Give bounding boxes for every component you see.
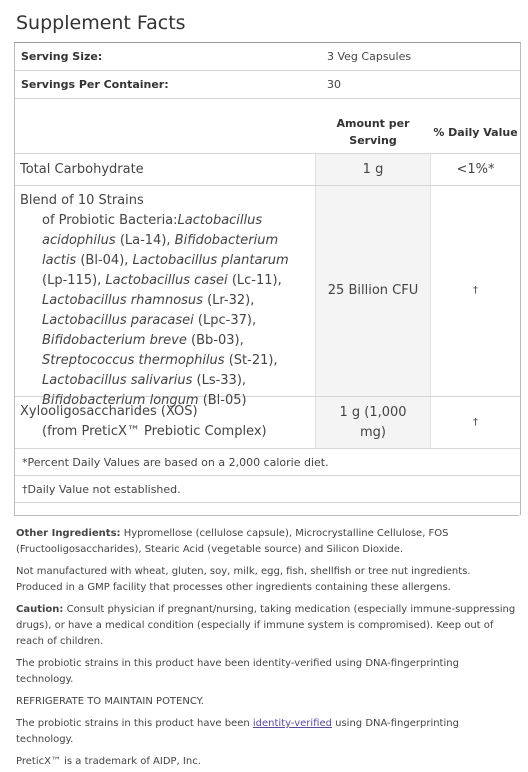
other-ingredients-label: Other Ingredients:	[16, 528, 121, 539]
page-title: Supplement Facts	[16, 12, 186, 34]
caution-statement	[16, 602, 516, 650]
strain-name: Lactobacillus acidophilus	[42, 213, 263, 248]
strain-name: Lactobacillus casei	[105, 273, 228, 288]
strain-code: (Lr-32),	[207, 293, 255, 308]
header-amount	[315, 111, 431, 153]
strain-name: Bifidobacterium longum	[42, 393, 199, 408]
strain-code: (Ls-33),	[196, 373, 247, 388]
refrigerate-statement: REFRIGERATE TO MAINTAIN POTENCY.	[16, 696, 204, 707]
strain-code: (Bl-05)	[202, 393, 247, 408]
strain-name: Lactobacillus rhamnosus	[42, 293, 203, 308]
footnote-percent-dv: *Percent Daily Values are based on a 2,000 calorie diet.	[15, 449, 520, 476]
allergen-statement: Not manufactured with wheat, gluten, soy, milk, egg, fish, shellfish or tree nut ingredients. Produced in a GMP facility that processes other ingredients containing these allergens.	[16, 566, 471, 593]
header-amount-line1: Amount per	[336, 117, 410, 130]
strain-name: Lactobacillus plantarum	[132, 253, 289, 268]
strain-code: (Bb-03),	[191, 333, 244, 348]
strain-name: Lactobacillus paracasei	[42, 313, 194, 328]
row-amount	[315, 397, 431, 448]
table-header	[15, 111, 520, 154]
table-row	[15, 154, 520, 186]
row-amount: 1 g	[315, 154, 431, 185]
blend-prefix: of Probiotic Bacteria:	[42, 213, 178, 228]
xos-sub: (from PreticX™ Prebiotic Complex)	[42, 424, 267, 439]
row-daily: †	[473, 416, 478, 428]
strain-code: (Lpc-37),	[197, 313, 257, 328]
caution-label: Caution:	[16, 604, 64, 615]
blend-strains	[20, 211, 315, 411]
strain-code: (Lc-11),	[231, 273, 282, 288]
supplement-facts-table	[14, 42, 521, 503]
identity-verified-link[interactable]: identity-verified	[252, 718, 332, 729]
strain-code: (Lp-115),	[42, 273, 102, 288]
other-ingredients-text: Hypromellose (cellulose capsule), Microcrystalline Cellulose, FOS (Fructooligosaccharides), Stearic Acid (vegetable source) and Silicon Dioxide.	[16, 528, 449, 555]
xos-name: Xylooligosaccharides (XOS)	[20, 404, 198, 419]
servings-per-container-row	[15, 71, 520, 99]
xos-amount-line1: 1 g (1,000	[339, 404, 407, 420]
strain-code: (La-14),	[119, 233, 171, 248]
row-name: Total Carbohydrate	[20, 161, 144, 177]
header-blank	[15, 111, 315, 153]
caution-text: Consult physician if pregnant/nursing, taking medication (especially immune-suppressing drugs), or have a medical condition (especially if immune system is compromised). Keep out of reach of children.	[16, 604, 516, 647]
strain-name: Streptococcus thermophilus	[42, 353, 225, 368]
serving-size-value: 3 Veg Capsules	[327, 50, 412, 63]
row-daily: <1%*	[456, 161, 495, 177]
table-spacer	[15, 99, 520, 111]
verified-pre: The probiotic strains in this product have been	[16, 718, 253, 729]
header-amount-line2: Serving	[349, 134, 397, 147]
strain-code: (St-21),	[228, 353, 278, 368]
blend-name: Blend of 10 Strains	[20, 193, 144, 208]
serving-size-label: Serving Size:	[21, 50, 103, 63]
table-row	[15, 186, 520, 408]
row-daily: †	[473, 285, 478, 296]
strain-name: Bifidobacterium breve	[42, 333, 187, 348]
table-bottom-spacer	[14, 503, 521, 515]
verified-statement: The probiotic strains in this product have been identity-verified using DNA-fingerprinting technology.	[16, 658, 459, 685]
blend-cell	[15, 186, 315, 408]
xos-cell	[15, 397, 315, 448]
verified-post: using DNA-fingerprinting technology.	[16, 718, 459, 745]
servings-per-container-value: 30	[327, 78, 341, 91]
strain-name: Lactobacillus salivarius	[42, 373, 193, 388]
strain-name: Bifidobacterium lactis	[42, 233, 279, 268]
servings-per-container-label: Servings Per Container:	[21, 78, 169, 91]
footnote-dv-not-established: †Daily Value not established.	[15, 476, 520, 503]
product-notes	[6, 516, 516, 770]
xos-amount-line2: mg)	[360, 424, 386, 440]
row-amount: 25 Billion CFU	[315, 186, 431, 396]
trademark-statement: PreticX™ is a trademark of AIDP, Inc.	[16, 756, 201, 767]
verified-link-statement	[16, 716, 516, 748]
strain-code: (Bl-04),	[80, 253, 129, 268]
serving-size-row	[15, 43, 520, 71]
other-ingredients	[16, 526, 516, 558]
table-row	[15, 397, 520, 449]
header-daily-value: % Daily Value	[433, 125, 518, 139]
